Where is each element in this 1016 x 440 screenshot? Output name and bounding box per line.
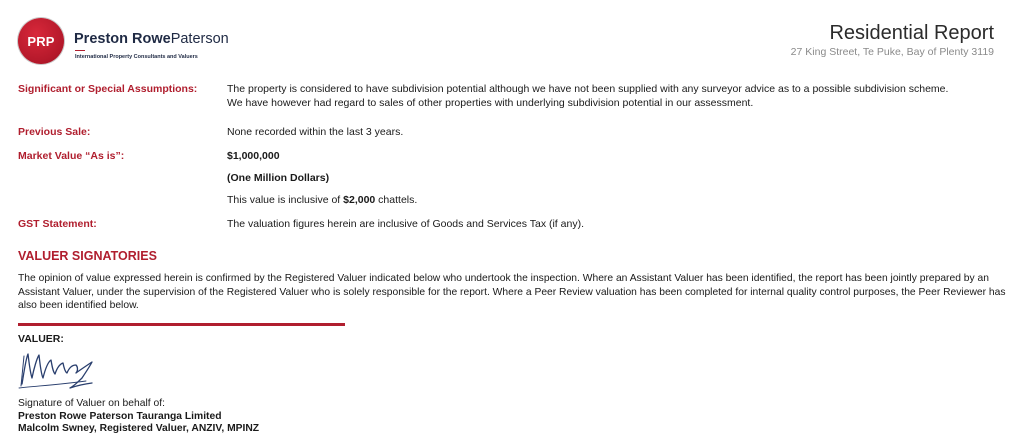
report-header (0, 0, 1016, 72)
previous-sale-label: Previous Sale: (18, 126, 91, 138)
signatories-paragraph: The opinion of value expressed herein is confirmed by the Registered Valuer indicated below who undertook the inspection. Where an Assistant Valuer has been identified, the report has been jointly prepared by an Assistant Valuer, under the supervision of the Registered Valuer who is solely responsible for the report. Where a Peer Review valuation has been completed for internal quality control purposes, the Peer Reviewer has also been identified below. (18, 273, 1006, 312)
chattels-prefix: This value is inclusive of (227, 194, 344, 206)
chattels-suffix: chattels. (375, 194, 418, 206)
brand-name (74, 31, 229, 47)
brand-tagline: International Property Consultants and Valuers (75, 54, 198, 60)
market-value-amount: $1,000,000 (227, 150, 280, 162)
valuer-name: Malcolm Swney, Registered Valuer, ANZIV, MPINZ (18, 423, 260, 434)
gst-value: The valuation figures herein are inclusive of Goods and Services Tax (if any). (227, 218, 584, 230)
handwritten-signature (16, 348, 100, 390)
prp-logo-icon (18, 18, 64, 64)
assumptions-label: Significant or Special Assumptions: (18, 83, 198, 95)
market-value-label: Market Value “As is”: (18, 150, 125, 162)
chattels-note (227, 193, 1007, 207)
assumptions-line: We have however had regard to sales of other properties with underlying subdivision potential in our assessment. (227, 97, 754, 109)
section-divider (18, 323, 345, 326)
report-title: Residential Report (829, 22, 994, 44)
signature-caption: Signature of Valuer on behalf of: (18, 398, 165, 409)
brand-name-bold: Preston Rowe (74, 31, 171, 47)
market-value-words: (One Million Dollars) (227, 172, 330, 184)
signature-block (18, 398, 259, 436)
chattels-amount: $2,000 (343, 194, 376, 206)
signatories-heading: VALUER SIGNATORIES (18, 249, 157, 263)
brand-divider (75, 50, 85, 51)
gst-label: GST Statement: (18, 218, 97, 230)
valuer-label: VALUER: (18, 333, 64, 345)
assumptions-value (227, 82, 1007, 110)
assumptions-line: The property is considered to have subdivision potential although we have not been supplied with any surveyor advice as to a possible subdivision scheme. (227, 83, 949, 95)
market-value (227, 149, 1007, 207)
logo-text: PRP (27, 33, 55, 49)
previous-sale-value: None recorded within the last 3 years. (227, 126, 404, 138)
valuer-company: Preston Rowe Paterson Tauranga Limited (18, 410, 222, 422)
property-address: 27 King Street, Te Puke, Bay of Plenty 3119 (790, 46, 994, 58)
brand-name-regular: Paterson (170, 31, 229, 47)
